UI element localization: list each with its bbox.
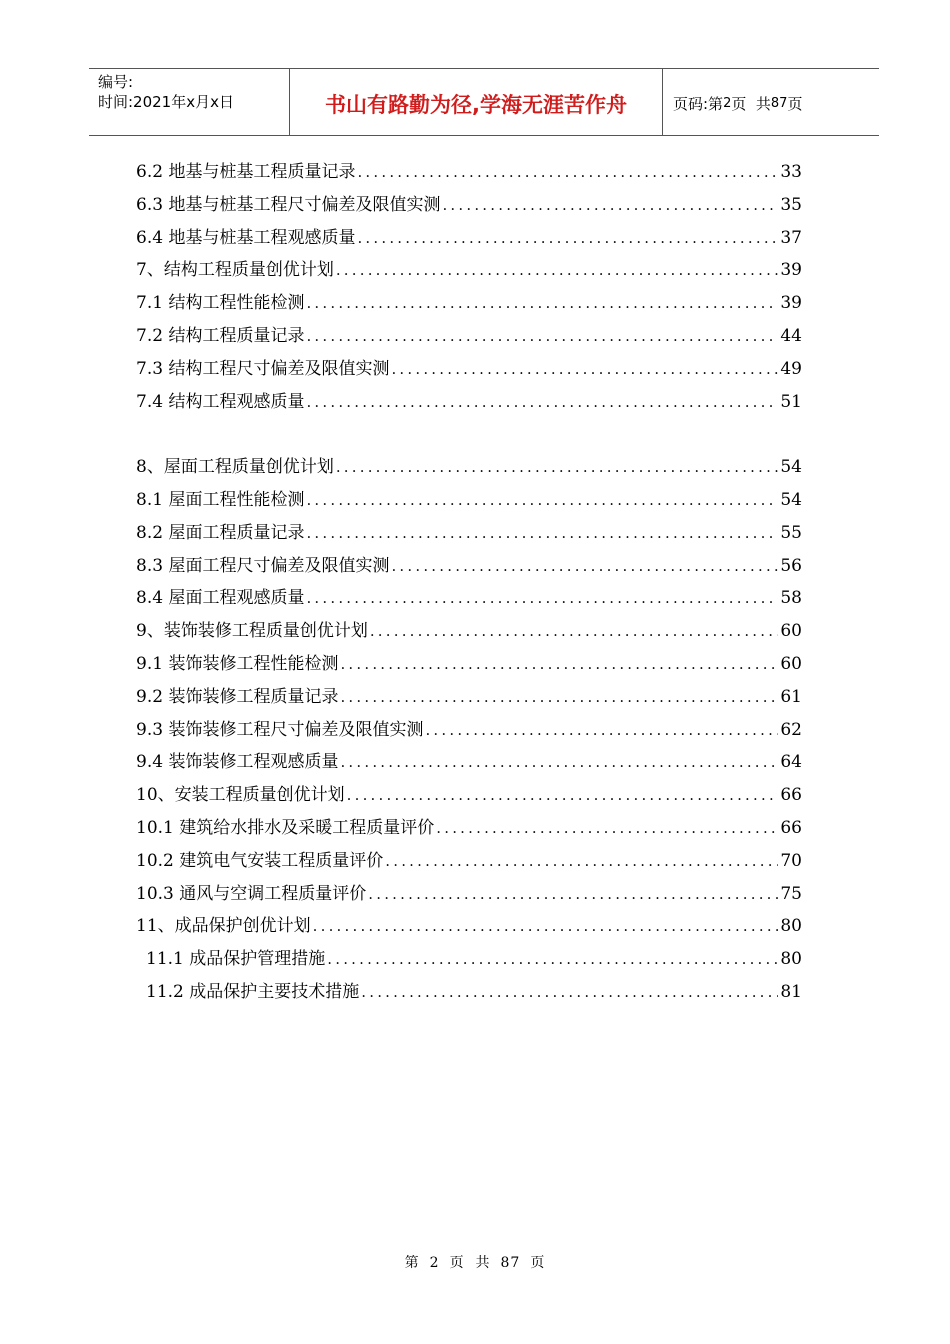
toc-entry[interactable] (136, 943, 802, 976)
toc-entry[interactable] (136, 550, 802, 583)
toc-entry-title: 9、装饰装修工程质量创优计划 (136, 621, 368, 642)
footer-mid: 页 共 (449, 1255, 491, 1271)
footer-current: 2 (429, 1255, 440, 1271)
toc-entry[interactable] (136, 386, 802, 419)
toc-entry-page: 39 (780, 260, 802, 281)
toc-entry[interactable] (136, 812, 802, 845)
toc-entry-page: 60 (780, 621, 802, 642)
toc-entry-title: 8.4 屋面工程观感质量 (136, 588, 305, 609)
toc-leader-dots (368, 615, 779, 648)
toc-entry-page: 55 (780, 522, 802, 543)
footer-total: 87 (500, 1255, 521, 1271)
toc-entry-title: 8.2 屋面工程质量记录 (136, 522, 305, 543)
footer-suffix: 页 (530, 1255, 546, 1271)
toc-entry-title: 8.3 屋面工程尺寸偏差及限值实测 (136, 555, 390, 576)
toc-entry-page: 49 (780, 358, 802, 379)
toc-entry-title: 11、成品保护创优计划 (136, 916, 311, 937)
toc-entry-title: 9.2 装饰装修工程质量记录 (136, 686, 339, 707)
toc-entry-page: 81 (780, 981, 802, 1002)
toc-entry-page: 44 (780, 325, 802, 346)
toc-leader-dots (311, 910, 779, 943)
toc-entry[interactable] (136, 714, 802, 747)
toc-entry[interactable] (136, 779, 802, 812)
toc-leader-dots (334, 254, 779, 287)
page-footer (0, 1252, 950, 1272)
toc-leader-dots (355, 156, 778, 189)
toc-leader-dots (338, 746, 778, 779)
toc-entry[interactable] (136, 615, 802, 648)
toc-leader-dots (423, 714, 778, 747)
toc-entry-page: 66 (780, 785, 802, 806)
toc-leader-dots (389, 353, 778, 386)
toc-entry[interactable] (136, 878, 802, 911)
toc-leader-dots (440, 189, 778, 222)
page-info-mid: 页 共 (731, 94, 771, 113)
page-current: 2 (723, 95, 732, 111)
toc-leader-dots (345, 779, 779, 812)
toc-entry-title: 6.2 地基与桩基工程质量记录 (136, 162, 356, 182)
page-info-prefix: 页码:第 (673, 94, 724, 113)
header-meta (89, 69, 290, 135)
toc-entry-title: 8、屋面工程质量创优计划 (136, 457, 334, 478)
toc-leader-dots (334, 451, 779, 484)
toc-entry-page: 70 (780, 850, 802, 871)
toc-entry-title: 10.2 建筑电气安装工程质量评价 (136, 850, 384, 871)
toc-entry[interactable] (136, 353, 802, 386)
toc-entry-title: 6.4 地基与桩基工程观感质量 (136, 227, 356, 248)
toc-entry-page: 75 (780, 883, 802, 904)
toc-entry-page: 60 (780, 653, 802, 674)
toc-leader-dots (304, 484, 778, 517)
toc-entry[interactable] (136, 910, 802, 943)
number-label: 编号: (98, 73, 134, 91)
header-motto: 书山有路勤为径,学海无涯苦作舟 (290, 69, 663, 135)
toc-entry-page: 56 (780, 555, 802, 576)
toc-entry-page: 37 (780, 227, 802, 248)
toc-entry[interactable] (136, 189, 802, 222)
toc-entry-page: 64 (780, 752, 802, 773)
toc-leader-dots (366, 878, 778, 911)
toc-entry-page: 80 (780, 949, 802, 970)
page-total: 87 (770, 95, 788, 111)
toc-leader-dots (338, 681, 778, 714)
toc-entry-title: 8.1 屋面工程性能检测 (136, 489, 305, 510)
toc-entry[interactable] (136, 156, 802, 189)
toc-entry-page: 35 (780, 194, 802, 215)
toc-entry-title: 10、安装工程质量创优计划 (136, 785, 345, 806)
toc-leader-dots (383, 845, 778, 878)
toc-entry[interactable] (136, 746, 802, 779)
footer-prefix: 第 (404, 1255, 420, 1271)
toc-leader-dots (304, 517, 778, 550)
toc-entry-title: 9.1 装饰装修工程性能检测 (136, 653, 339, 674)
toc-entry-title: 7.1 结构工程性能检测 (136, 293, 305, 314)
toc-entry-title: 9.4 装饰装修工程观感质量 (136, 752, 339, 773)
toc-entry[interactable] (136, 976, 802, 1009)
toc-entry-page: 54 (780, 457, 802, 478)
toc-entry-title: 9.3 装饰装修工程尺寸偏差及限值实测 (136, 719, 424, 740)
toc-entry[interactable] (136, 222, 802, 255)
toc-entry[interactable] (136, 582, 802, 615)
toc-entry-page: 54 (780, 489, 802, 510)
toc-entry-page: 80 (780, 916, 802, 937)
toc-entry-title: 10.1 建筑给水排水及采暖工程质量评价 (136, 817, 435, 838)
header-page-info (663, 69, 879, 135)
toc-entry[interactable] (136, 681, 802, 714)
toc-leader-dots (304, 386, 778, 419)
toc-entry-page: 58 (780, 588, 802, 609)
toc-entry-page: 61 (780, 686, 802, 707)
toc-leader-dots (304, 287, 778, 320)
toc-entry-title: 7、结构工程质量创优计划 (136, 260, 334, 281)
toc-leader-dots (359, 976, 778, 1009)
toc-leader-dots (434, 812, 778, 845)
time-label: 时间:2021年x月x日 (98, 93, 234, 111)
toc-leader-dots (355, 222, 778, 255)
toc-entry-title: 11.2 成品保护主要技术措施 (146, 981, 360, 1002)
toc-entry[interactable] (136, 517, 802, 550)
toc-leader-dots (338, 648, 778, 681)
toc-entry[interactable] (136, 287, 802, 320)
toc-entry-page: 33 (780, 162, 802, 182)
toc-entry-title: 11.1 成品保护管理措施 (146, 949, 326, 970)
toc-entry[interactable] (136, 484, 802, 517)
toc-entry-title: 7.4 结构工程观感质量 (136, 391, 305, 412)
toc-entry-page: 39 (780, 293, 802, 314)
toc-entry[interactable] (136, 648, 802, 681)
toc-entry[interactable] (136, 320, 802, 353)
toc-leader-dots (304, 320, 778, 353)
toc-leader-dots (389, 550, 778, 583)
toc-entry-page: 51 (780, 391, 802, 412)
toc-entry[interactable] (136, 254, 802, 287)
toc-leader-dots (304, 582, 778, 615)
toc-entry-title: 6.3 地基与桩基工程尺寸偏差及限值实测 (136, 194, 441, 215)
table-of-contents (136, 156, 802, 1009)
toc-leader-dots (325, 943, 778, 976)
toc-entry[interactable] (136, 845, 802, 878)
toc-entry-title: 7.2 结构工程质量记录 (136, 325, 305, 346)
toc-entry[interactable] (136, 451, 802, 484)
page-info-suffix: 页 (787, 94, 803, 113)
page-header (89, 68, 879, 136)
toc-entry-title: 10.3 通风与空调工程质量评价 (136, 883, 367, 904)
toc-entry-page: 66 (780, 817, 802, 838)
toc-entry-page: 62 (780, 719, 802, 740)
toc-entry-title: 7.3 结构工程尺寸偏差及限值实测 (136, 358, 390, 379)
